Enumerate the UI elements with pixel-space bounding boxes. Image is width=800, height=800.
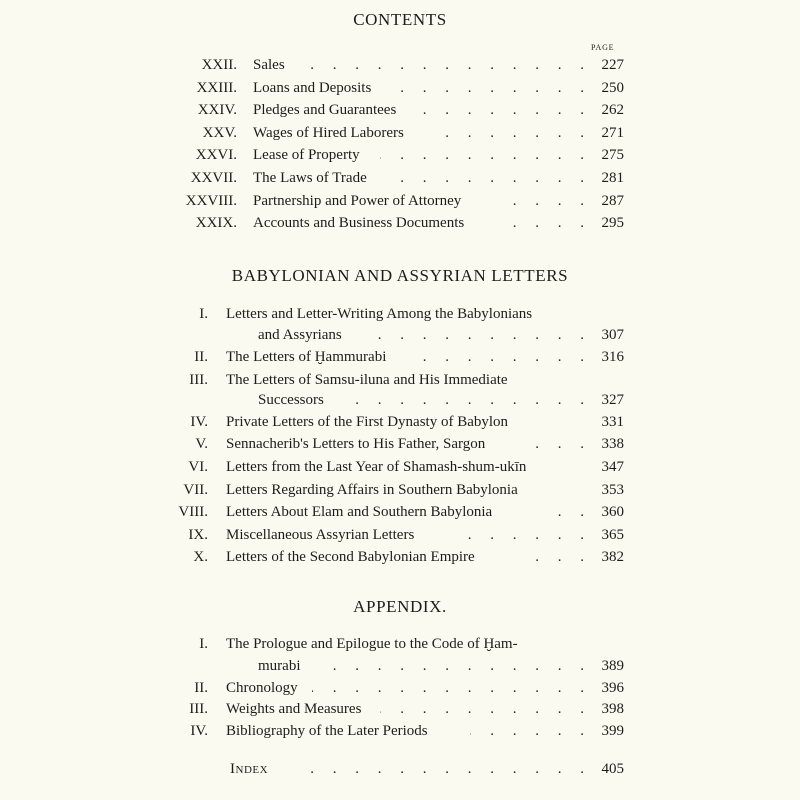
- chapter-number: X.: [193, 549, 208, 565]
- chapter-title: The Letters of Ḫammurabi: [226, 349, 387, 365]
- chapter-number: IX.: [188, 527, 208, 543]
- page-number: 227: [601, 57, 624, 73]
- toc-entry: [0, 190, 800, 212]
- toc-entry: [0, 54, 800, 76]
- chapter-number: III.: [189, 372, 208, 388]
- toc-entry-continuation: [0, 389, 800, 411]
- dot-leader: [452, 524, 584, 546]
- chapter-title: Private Letters of the First Dynasty of Babylon: [226, 414, 509, 430]
- letters-heading: BABYLONIAN AND ASSYRIAN LETTERS: [231, 266, 569, 285]
- chapter-title: Partnership and Power of Attorney: [253, 193, 462, 209]
- chapter-number: XXII.: [201, 57, 237, 73]
- page-number: 398: [601, 701, 624, 717]
- chapter-title: Weights and Measures: [226, 701, 362, 717]
- chapter-number: XXIX.: [195, 215, 237, 231]
- chapter-title: Miscellaneous Assyrian Letters: [226, 527, 415, 543]
- page-number: 262: [601, 102, 624, 118]
- toc-entry: [0, 479, 800, 501]
- chapter-title: Letters and Letter-Writing Among the Babylonians: [226, 306, 533, 322]
- toc-entry: [0, 144, 800, 166]
- chapter-number: V.: [195, 436, 208, 452]
- chapter-number: XXVII.: [190, 170, 237, 186]
- toc-entry: [0, 524, 800, 546]
- chapter-title-continued: and Assyrians: [258, 327, 342, 343]
- page-column-label: PAGE: [591, 43, 615, 52]
- dot-leader: [395, 167, 584, 189]
- contents-heading: CONTENTS: [353, 10, 447, 29]
- page-number: 331: [601, 414, 624, 430]
- dot-leader: [545, 501, 584, 523]
- chapter-title: The Laws of Trade: [253, 170, 367, 186]
- toc-entry: [0, 99, 800, 121]
- toc-entry-continuation: [0, 655, 800, 677]
- chapter-title: Bibliography of the Later Periods: [226, 723, 428, 739]
- page-number: 389: [601, 658, 624, 674]
- page-number: 382: [601, 549, 624, 565]
- toc-entry: [0, 303, 800, 325]
- chapter-number: I.: [199, 306, 208, 322]
- toc-entry: [0, 456, 800, 478]
- chapter-title: Letters About Elam and Southern Babylonia: [226, 504, 493, 520]
- toc-entry: [0, 546, 800, 568]
- chapter-number: II.: [194, 349, 208, 365]
- chapter-title: Chronology: [226, 680, 298, 696]
- page-number: 271: [601, 125, 624, 141]
- page-number: 275: [601, 147, 624, 163]
- dot-leader: [520, 546, 584, 568]
- chapter-number: VII.: [183, 482, 208, 498]
- toc-entry: [0, 720, 800, 742]
- chapter-number: XXV.: [202, 125, 237, 141]
- toc-entry: [0, 346, 800, 368]
- page-number: 281: [601, 170, 624, 186]
- toc-entry: [0, 501, 800, 523]
- chapter-number: VIII.: [178, 504, 208, 520]
- chapter-number: I.: [199, 636, 208, 652]
- toc-entry-continuation: [0, 324, 800, 346]
- chapter-number: XXVI.: [195, 147, 237, 163]
- chapter-title: Accounts and Business Documents: [253, 215, 465, 231]
- chapter-title: Letters of the Second Babylonian Empire: [226, 549, 475, 565]
- page-number: 399: [601, 723, 624, 739]
- chapter-number: IV.: [190, 723, 208, 739]
- dot-leader: [300, 54, 584, 76]
- appendix-heading: APPENDIX.: [353, 597, 447, 616]
- page-number: 396: [601, 680, 624, 696]
- toc-entry: [0, 411, 800, 433]
- chapter-number: XXIII.: [196, 80, 237, 96]
- dot-leader: [312, 677, 584, 699]
- chapter-title-continued: murabi: [258, 658, 301, 674]
- page-number: 250: [601, 80, 624, 96]
- chapter-number: II.: [194, 680, 208, 696]
- page-number: 347: [601, 459, 624, 475]
- page-number: 287: [601, 193, 624, 209]
- chapter-number: XXVIII.: [185, 193, 237, 209]
- toc-entry: [0, 167, 800, 189]
- dot-leader: [368, 324, 584, 346]
- dot-leader: [345, 389, 584, 411]
- chapter-title: Wages of Hired Laborers: [253, 125, 404, 141]
- dot-leader: [535, 433, 584, 455]
- index-label: Index: [230, 761, 269, 777]
- chapter-number: IV.: [190, 414, 208, 430]
- page-number: 338: [601, 436, 624, 452]
- chapter-title: Loans and Deposits: [253, 80, 372, 96]
- chapter-number: III.: [189, 701, 208, 717]
- page-number: 360: [601, 504, 624, 520]
- dot-leader: [495, 212, 584, 234]
- dot-leader: [318, 655, 584, 677]
- dot-leader: [380, 698, 584, 720]
- chapter-title: Pledges and Guarantees: [253, 102, 397, 118]
- toc-entry: [0, 212, 800, 234]
- page-number: 405: [601, 761, 624, 777]
- chapter-title: Sennacherib's Letters to His Father, Sargon: [226, 436, 486, 452]
- dot-leader: [380, 144, 584, 166]
- chapter-title: The Prologue and Epilogue to the Code of Ḫam-: [226, 636, 518, 652]
- dot-leader: [405, 346, 584, 368]
- chapter-title: The Letters of Samsu-iluna and His Immediate: [226, 372, 508, 388]
- chapter-number: VI.: [188, 459, 208, 475]
- page-number: 353: [601, 482, 624, 498]
- toc-entry: [0, 369, 800, 391]
- page-number: 365: [601, 527, 624, 543]
- toc-entry: [0, 698, 800, 720]
- page-number: 307: [601, 327, 624, 343]
- page-number: 295: [601, 215, 624, 231]
- toc-entry: [0, 122, 800, 144]
- chapter-title-continued: Successors: [258, 392, 324, 408]
- dot-leader: [500, 190, 584, 212]
- toc-entry: [0, 77, 800, 99]
- dot-leader: [390, 77, 584, 99]
- dot-leader: [440, 122, 584, 144]
- dot-leader: [470, 720, 584, 742]
- dot-leader: [420, 99, 584, 121]
- chapter-number: XXIV.: [197, 102, 237, 118]
- chapter-title: Sales: [253, 57, 285, 73]
- toc-entry-index: [0, 758, 800, 780]
- chapter-title: Lease of Property: [253, 147, 360, 163]
- chapter-title: Letters Regarding Affairs in Southern Babylonia: [226, 482, 518, 498]
- dot-leader: [292, 758, 584, 780]
- toc-entry: [0, 433, 800, 455]
- page-number: 316: [601, 349, 624, 365]
- chapter-title: Letters from the Last Year of Shamash-shum-ukīn: [226, 459, 527, 475]
- toc-entry: [0, 677, 800, 699]
- toc-entry: [0, 633, 800, 655]
- page-number: 327: [601, 392, 624, 408]
